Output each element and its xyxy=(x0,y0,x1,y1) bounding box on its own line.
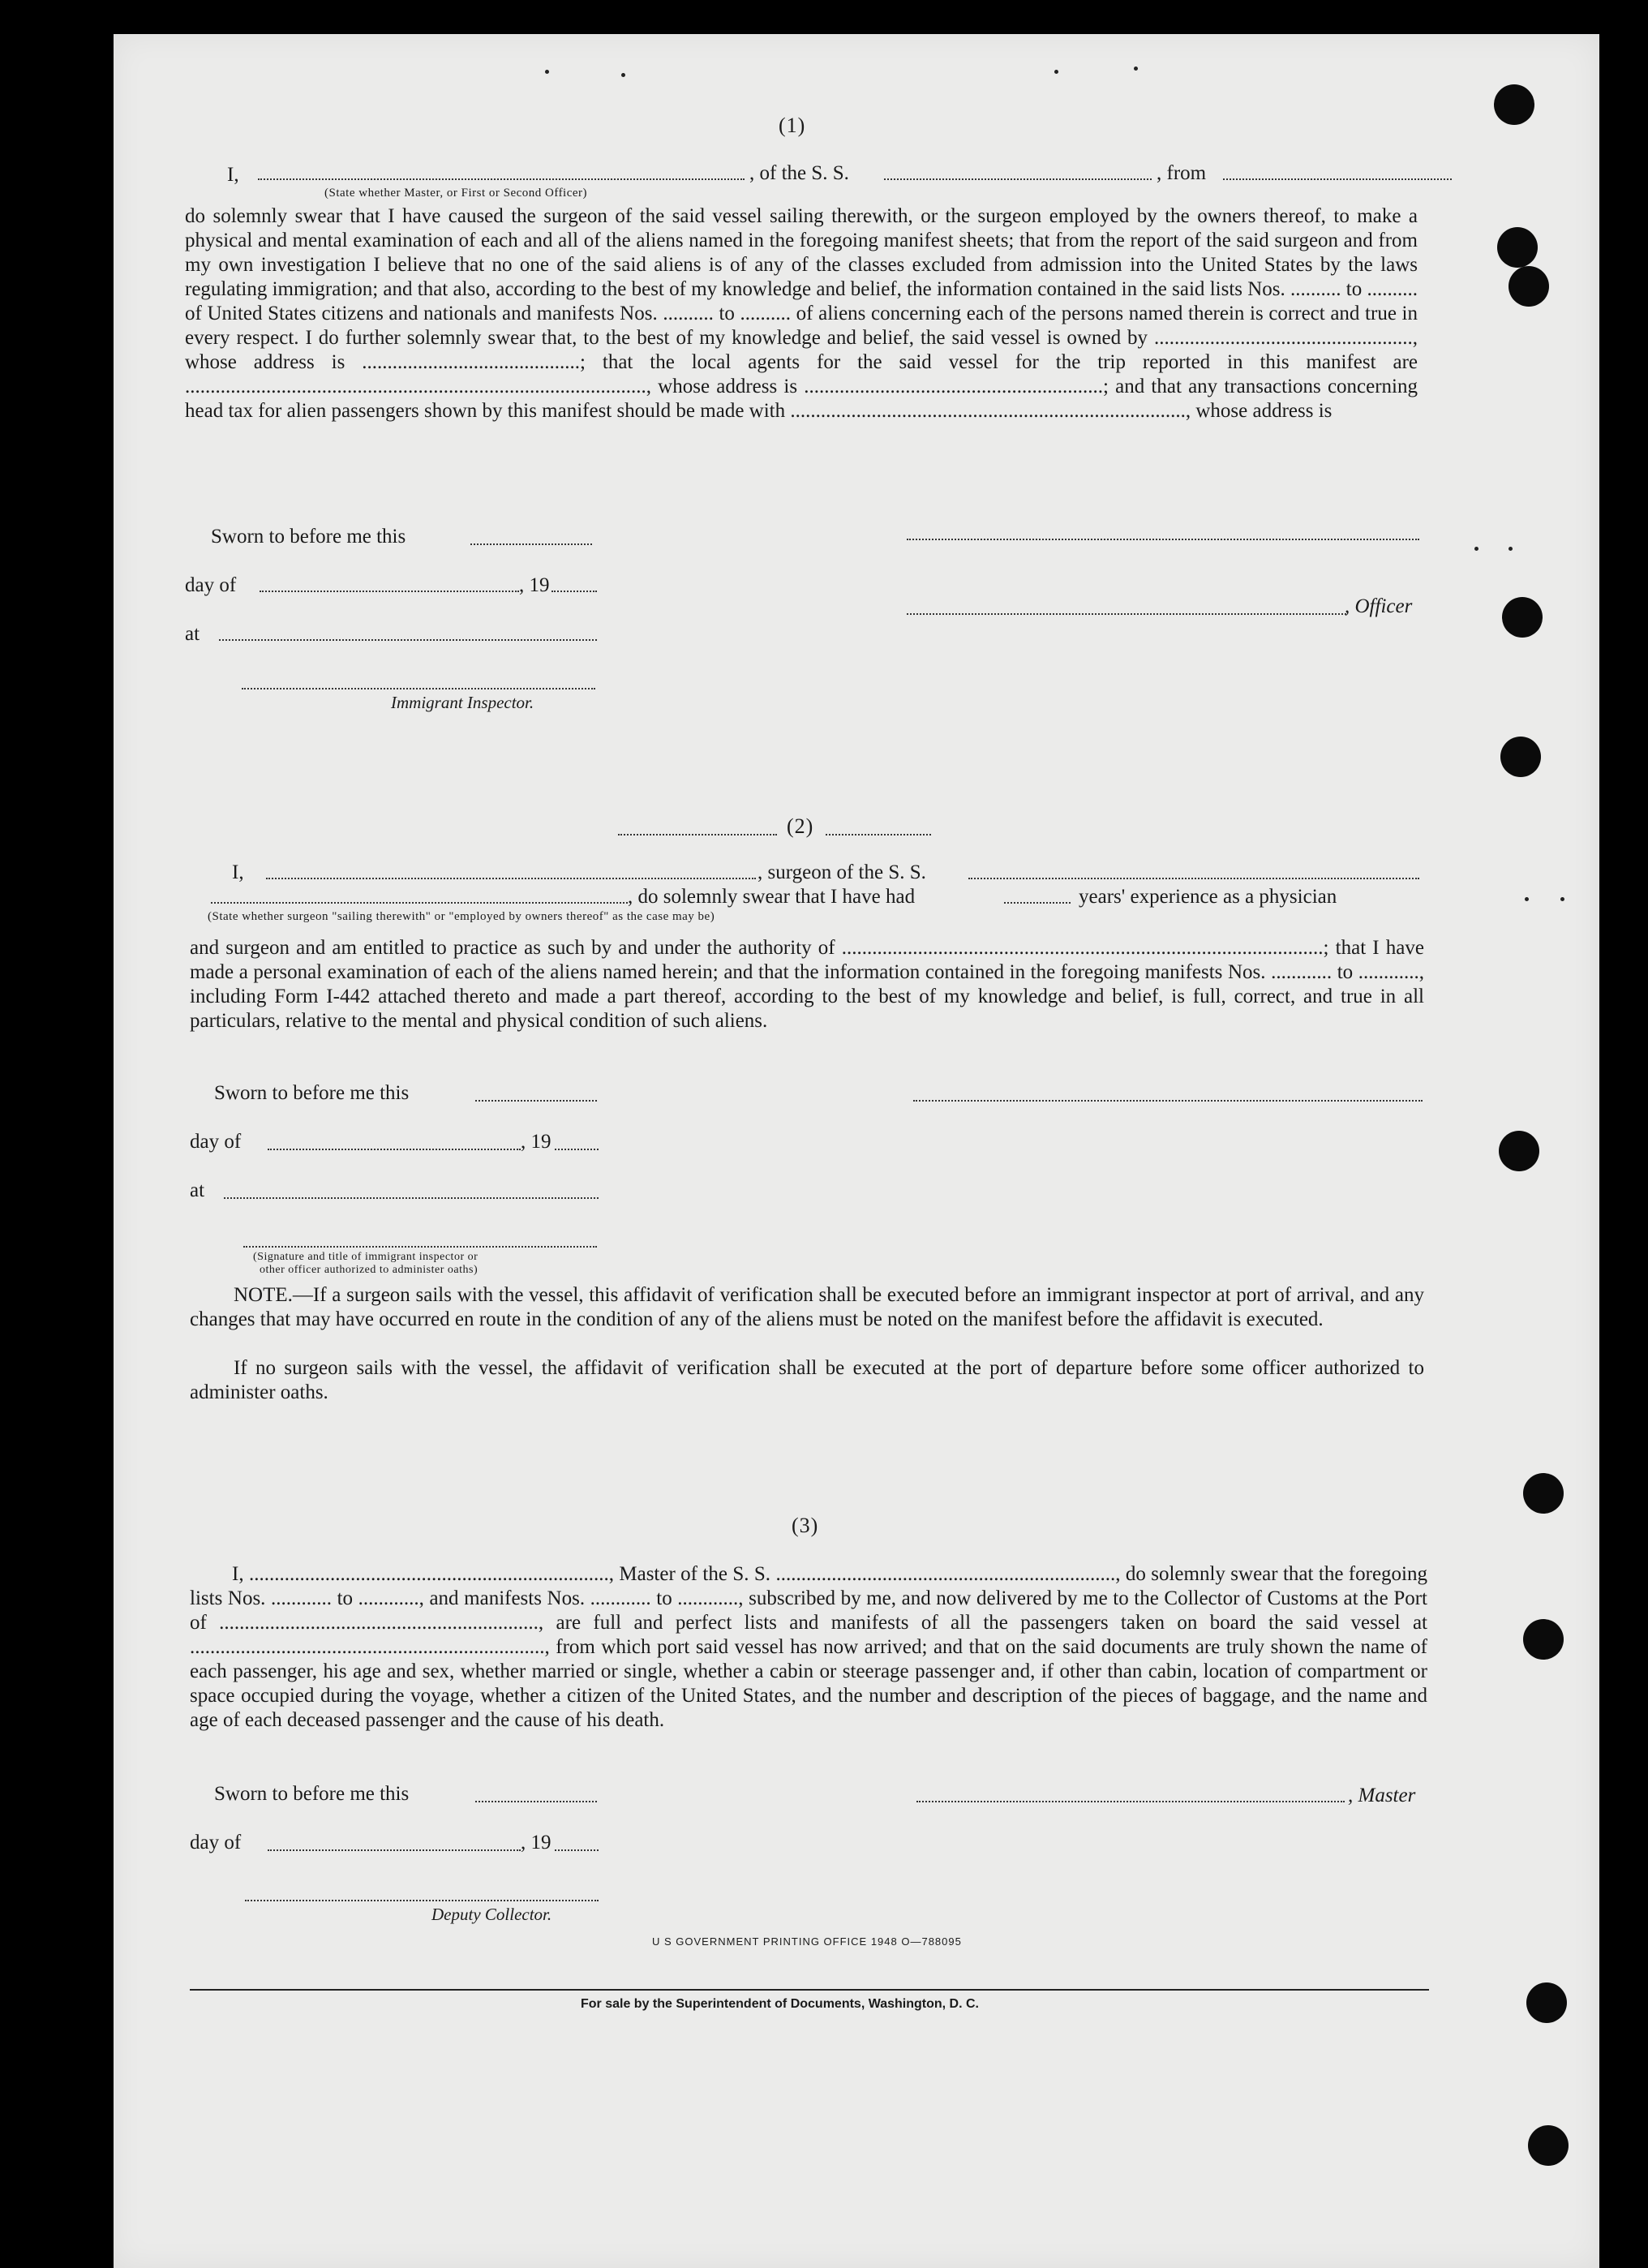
sec1-inspector-label: Immigrant Inspector. xyxy=(391,693,534,712)
sec1-sworn-label: Sworn to before me this xyxy=(211,526,406,548)
sec2-note-2: If no surgeon sails with the vessel, the affidavit of verification shall be executed at the port of departure before some officer authorized to administer oaths. xyxy=(190,1357,1424,1403)
sec2-sig-hint-1: (Signature and title of immigrant inspector or xyxy=(253,1251,479,1263)
sec2-i-label: I, xyxy=(232,861,244,883)
section-2-number: (2) xyxy=(787,814,814,838)
sec3-year-label: , 19 xyxy=(521,1832,551,1853)
sec1-officer-name-blank[interactable] xyxy=(258,178,745,180)
sec3-collector-label: Deputy Collector. xyxy=(431,1905,552,1924)
punch-hole xyxy=(1523,1473,1564,1514)
sec2-note-1 xyxy=(190,1283,1424,1332)
ink-speck xyxy=(1560,897,1564,901)
sec1-oath-body: do solemnly swear that I have caused the surgeon of the said vessel sailing therewith, or the surgeon employed by the owners thereof, to make a physical and mental examination of each and all of the aliens named in the foregoing manifest sheets; that from the report of the said surgeon and from my own investigation I believe that no one of the said aliens is of any of the classes excluded from admission into the United States by the laws regulating immigration; and that also, according to the best of my knowledge and belief, the information contained in the said lists Nos. .......... to .......... of United States citizens and nationals and manifests Nos. .......... to .......... of aliens concerning each of the persons named therein is correct and true in every respect. I do further solemnly swear that, to the best of my knowledge and belief, the said vessel is owned by ..................................................., whose address is ...........................................; that the local agents for the said vessel for the trip reported in this manifest are ..........................................................................................., whose address is ...........................................................; and that any transactions concerning head tax for alien passengers shown by this manifest should be made with .............................................................................., whose address is xyxy=(185,205,1418,422)
ink-speck xyxy=(621,73,625,77)
sec2-inspector-signature-line[interactable] xyxy=(243,1246,597,1248)
footer-rule xyxy=(190,1989,1429,1991)
sec1-state-hint: (State whether Master, or First or Second Officer) xyxy=(324,187,588,200)
sec2-surgeon-status-blank[interactable] xyxy=(211,902,628,904)
sec1-officer-signature-line[interactable] xyxy=(907,539,1419,540)
sec2-oath-body: and surgeon and am entitled to practice as such by and under the authority of ...............................................................................................; that I have made a personal examination of each of the aliens named herein; and that the information contained in the foregoing manifests Nos. ............ to ............, including Form I-442 attached thereto and made a part thereof, according to the best of my knowledge and belief, is full, correct, and true in all particulars, relative to the mental and physical condition of such aliens. xyxy=(190,937,1424,1032)
sec1-from-label: , from xyxy=(1157,162,1207,184)
sec2-year-label: , 19 xyxy=(521,1131,551,1153)
sec2-year-blank[interactable] xyxy=(555,1149,599,1150)
sec1-from-port-blank[interactable] xyxy=(1223,178,1452,180)
sec2-years-blank[interactable] xyxy=(1004,902,1071,904)
punch-hole xyxy=(1526,1982,1567,2023)
sec3-day-of-label: day of xyxy=(190,1832,242,1853)
sec1-of-ss-label: , of the S. S. xyxy=(749,162,849,184)
sec2-signature-line[interactable] xyxy=(913,1100,1423,1102)
ink-speck xyxy=(1525,897,1529,901)
section-1-number: (1) xyxy=(779,114,806,137)
sec2-surgeon-of-label: , surgeon of the S. S. xyxy=(757,861,926,883)
sec2-day-of-blank[interactable] xyxy=(268,1149,521,1150)
ink-speck xyxy=(1054,70,1058,74)
ink-speck xyxy=(545,70,549,74)
sec3-year-blank[interactable] xyxy=(555,1849,599,1851)
sec1-officer-label: , Officer xyxy=(1345,595,1413,617)
sec1-day-of-blank[interactable] xyxy=(260,591,519,592)
sec2-at-label: at xyxy=(190,1179,205,1201)
ink-speck xyxy=(1134,67,1138,71)
sec3-collector-signature-line[interactable] xyxy=(245,1900,599,1901)
sec2-sig-hint-2: other officer authorized to administer oaths) xyxy=(260,1264,479,1276)
sec1-day-of-label: day of xyxy=(185,574,237,596)
sec3-sworn-label: Sworn to before me this xyxy=(214,1783,410,1805)
sec3-sworn-date-blank[interactable] xyxy=(475,1801,597,1802)
section-2-leader-right xyxy=(826,834,931,835)
note-text-1: —If a surgeon sails with the vessel, this affidavit of verification shall be executed before an immigrant inspector at port of arrival, and any changes that may have occurred en route in the condition of any of the aliens must be noted on the manifest before the affidavit is executed. xyxy=(190,1284,1424,1330)
punch-hole xyxy=(1500,737,1541,777)
punch-hole xyxy=(1494,84,1534,125)
punch-hole xyxy=(1509,266,1549,307)
punch-hole xyxy=(1502,597,1543,638)
sec1-at-label: at xyxy=(185,623,200,645)
note-label: NOTE. xyxy=(234,1284,293,1306)
sec1-i-label: I, xyxy=(227,164,239,186)
sec2-ship-name-blank[interactable] xyxy=(968,878,1419,879)
sec2-day-of-label: day of xyxy=(190,1131,242,1153)
section-3-number: (3) xyxy=(792,1514,819,1537)
sec1-year-blank[interactable] xyxy=(551,591,597,592)
for-sale-notice: For sale by the Superintendent of Documents, Washington, D. C. xyxy=(581,1997,979,2011)
punch-hole xyxy=(1528,2125,1569,2166)
sec1-ship-name-blank[interactable] xyxy=(884,178,1152,180)
section-2-leader-left xyxy=(618,834,777,835)
sec2-state-hint: (State whether surgeon "sailing therewith" or "employed by owners thereof" as the case may be) xyxy=(208,910,715,923)
sec3-master-signature-line[interactable] xyxy=(916,1801,1345,1802)
sec1-inspector-signature-line[interactable] xyxy=(242,688,595,689)
sec2-years-label: years' experience as a physician xyxy=(1079,886,1337,908)
sec3-day-of-blank[interactable] xyxy=(268,1849,521,1851)
sec1-officer-title-line[interactable] xyxy=(907,613,1346,615)
sec2-sworn-date-blank[interactable] xyxy=(475,1100,597,1102)
printing-office-imprint: U S GOVERNMENT PRINTING OFFICE 1948 O—788095 xyxy=(652,1935,962,1948)
sec3-master-label: , Master xyxy=(1348,1785,1416,1806)
sec2-at-blank[interactable] xyxy=(224,1197,599,1199)
punch-hole xyxy=(1499,1131,1539,1171)
punch-hole xyxy=(1523,1619,1564,1660)
sec1-year-label: , 19 xyxy=(519,574,550,596)
sec2-sworn-label: Sworn to before me this xyxy=(214,1082,410,1104)
punch-hole xyxy=(1497,227,1538,268)
sec3-oath-body: I, ......................................................................., Master of the S. S. ..................................................................., do solemnly swear that the foregoing lists Nos. ............ to ............, and manifests Nos. ............ to ............, subscribed by me, and now delivered by me to the Collector of Customs at the Port of ..............................................................., are full and perfect lists and manifests of all the passengers taken on board the said vessel at ......................................................................, from which port said vessel has now arrived; and that on the said documents are truly shown the name of each passenger, his age and sex, whether married or single, whether a cabin or steerage passenger and, if other than cabin, location of compartment or space occupied during the voyage, whether a citizen of the United States, and the number and description of the pieces of baggage, and the name and age of each deceased passenger and the cause of his death. xyxy=(190,1563,1427,1731)
form-sheet xyxy=(114,34,1599,2268)
sec2-surgeon-name-blank[interactable] xyxy=(266,878,756,879)
sec2-solemnly-label: , do solemnly swear that I have had xyxy=(628,886,916,908)
sec1-sworn-date-blank[interactable] xyxy=(470,543,592,545)
ink-speck xyxy=(1474,547,1478,551)
sec1-at-blank[interactable] xyxy=(219,639,597,641)
ink-speck xyxy=(1509,547,1513,551)
